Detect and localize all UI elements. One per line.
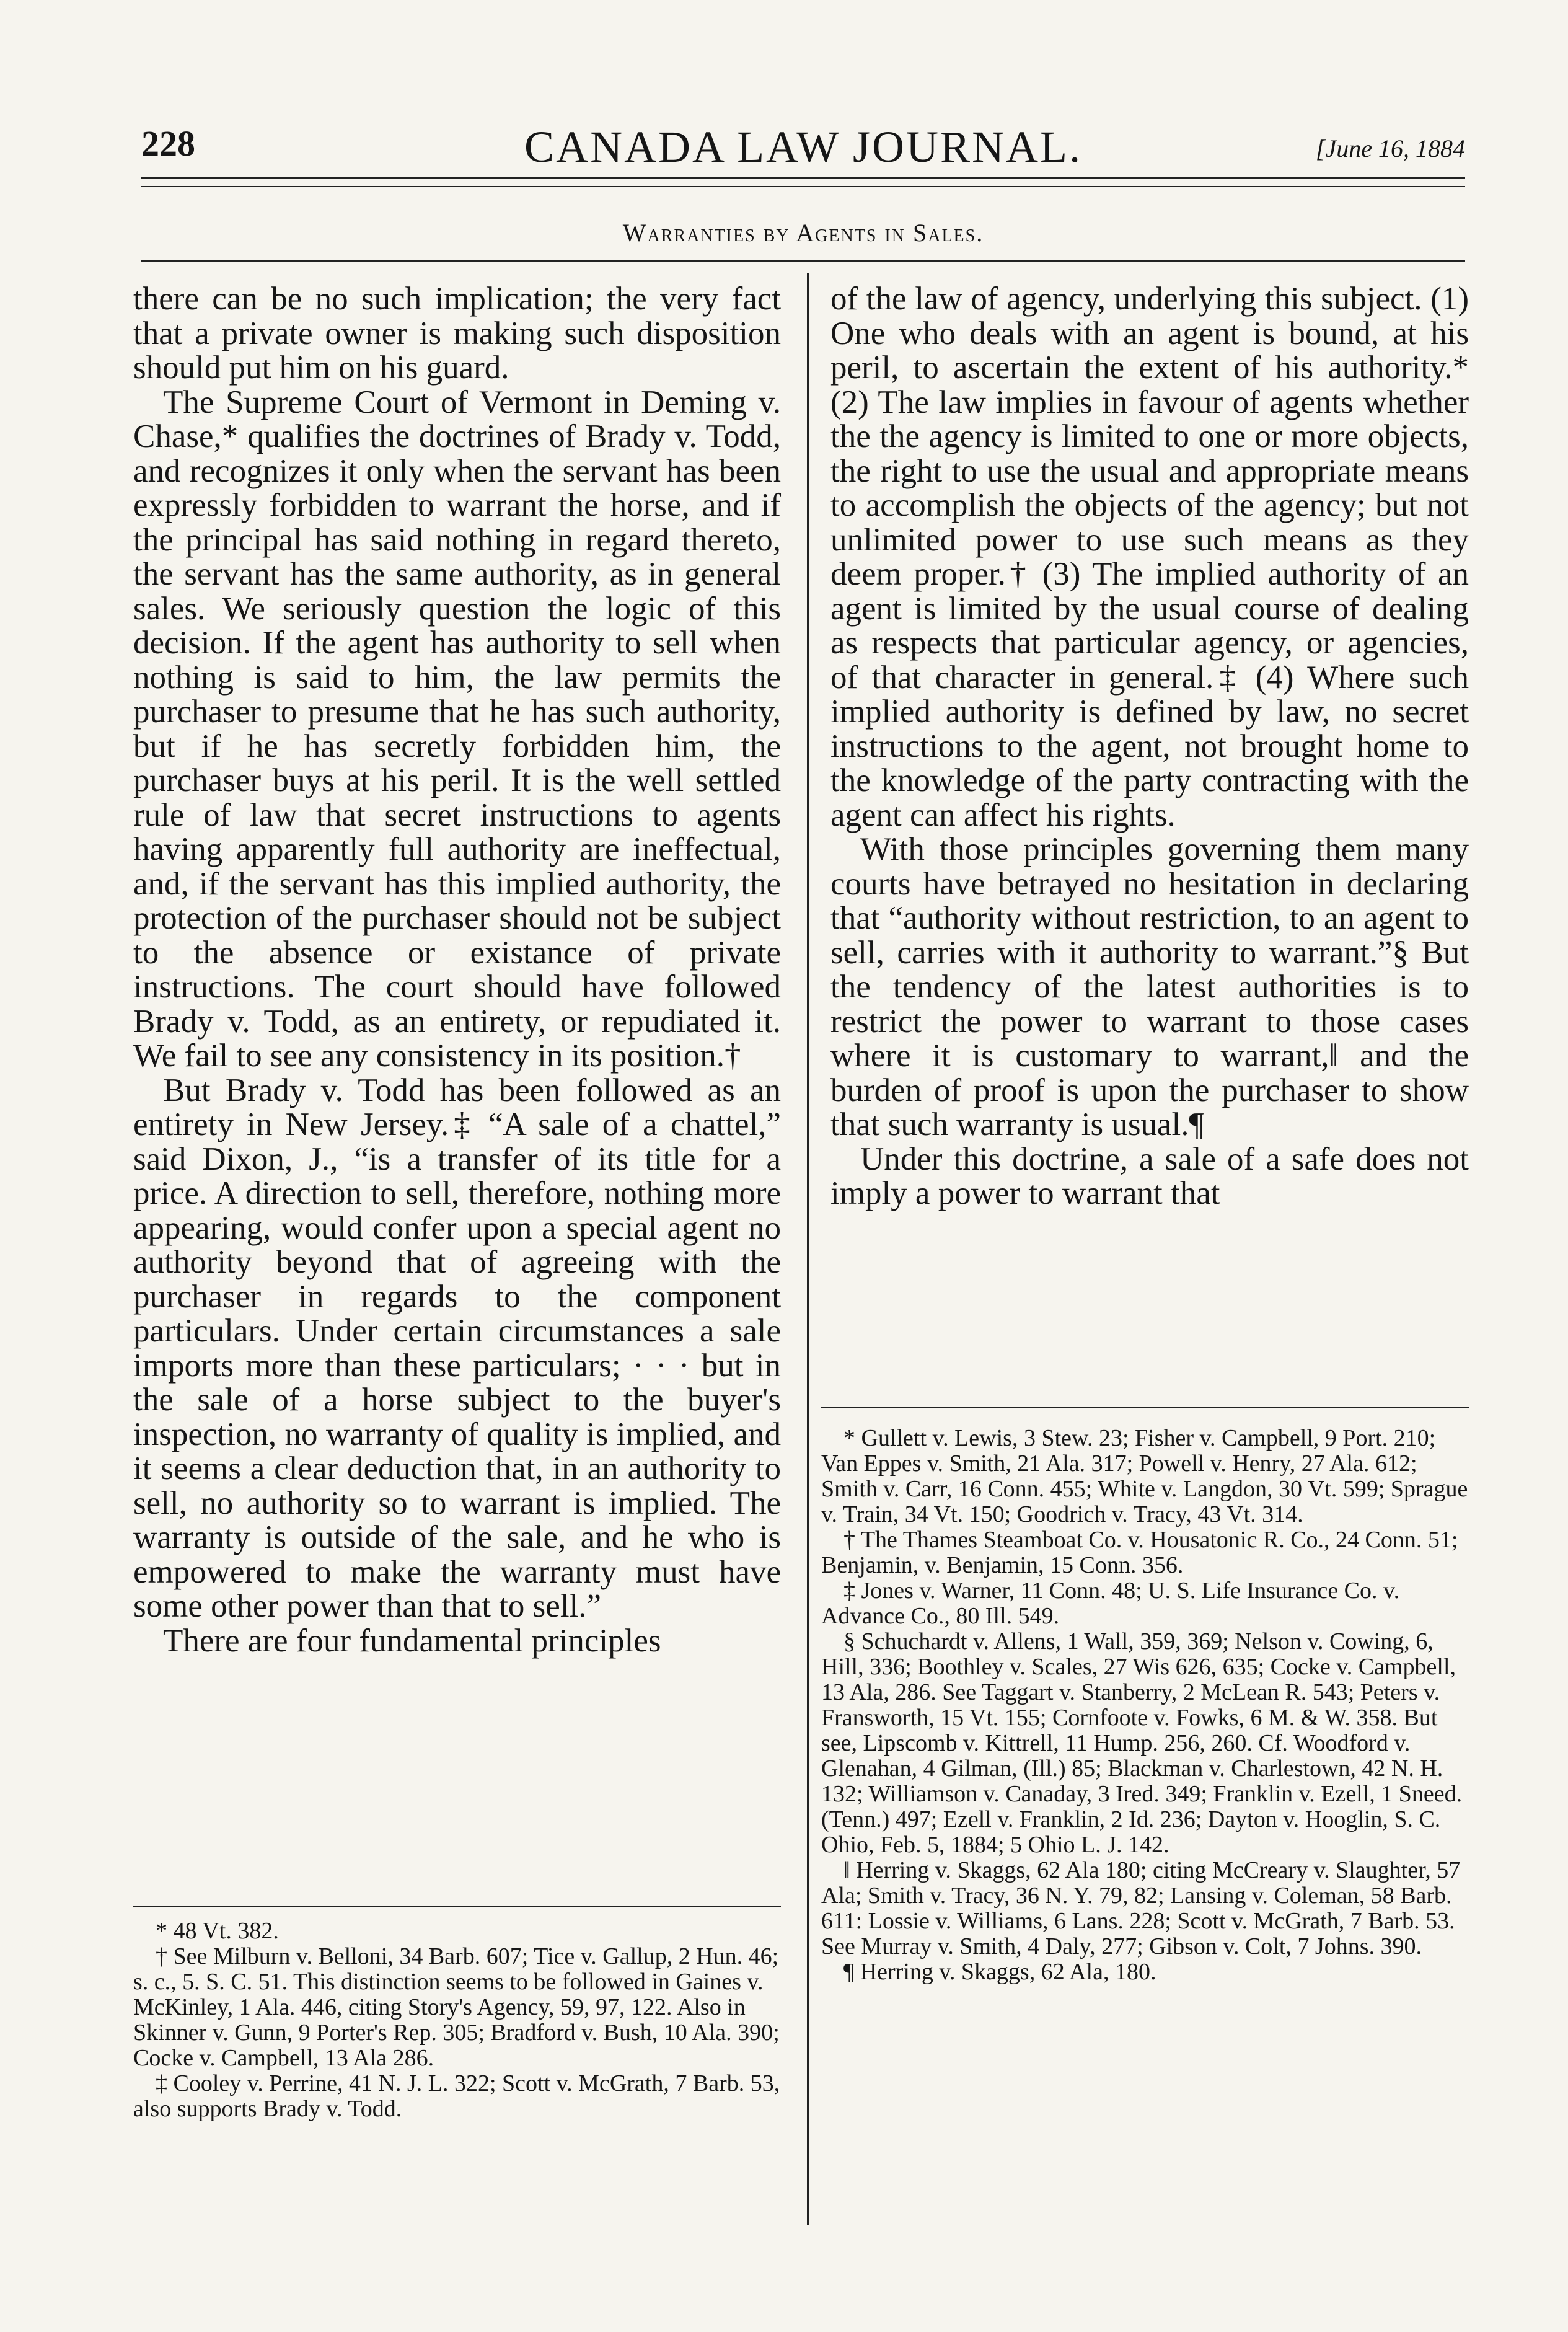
footnote: ¶ Herring v. Skaggs, 62 Ala, 180. xyxy=(843,1959,1156,1985)
left-footnote-rule xyxy=(133,1906,781,1907)
paragraph: The Supreme Court of Vermont in Deming v. Chase,* qualifies the doctrines of Brady v. Todd, and recognizes it only when the servant has been expressly forbidden to warrant the horse, and if the principal has said nothing in regard thereto, the servant has the same authority, as in general sales. We seriously question the logic of this decision. If the agent has authority to sell when nothing is said to him, the law permits the purchaser to presume that he has such authority, but if he has secretly forbidden him, the purchaser buys at his peril. It is the well settled rule of law that secret instructions to agents having apparently full authority are ineffectual, and, if the servant has this implied authority, the protection of the purchaser should not be subject to the absence or existance of private instructions. The court should have followed Brady v. Todd, as an entirety, or repudiated it. We fail to see any consistency in its position.† xyxy=(133,384,781,1074)
right-footnotes xyxy=(821,1426,1469,1985)
journal-title: CANADA LAW JOURNAL. xyxy=(524,122,1082,172)
right-footnote-rule xyxy=(821,1407,1469,1408)
footnote: ‖ Herring v. Skaggs, 62 Ala 180; citing McCreary v. Slaughter, 57 Ala; Smith v. Tracy, 36 N. Y. 79, 82; Lansing v. Coleman, 58 Barb. 611: Lossie v. Williams, 6 Lans. 228; Scott v. McGrath, 7 Barb. 53. See Murray v. Smith, 4 Daly, 277; Gibson v. Colt, 7 Johns. 390. xyxy=(821,1857,1461,1959)
right-column xyxy=(830,282,1469,1211)
footnote: ‡ Jones v. Warner, 11 Conn. 48; U. S. Life Insurance Co. v. Advance Co., 80 Ill. 549. xyxy=(821,1578,1400,1629)
left-footnotes xyxy=(133,1919,781,2122)
paragraph: Under this doctrine, a sale of a safe does not imply a power to warrant that xyxy=(830,1141,1469,1211)
footnote: * 48 Vt. 382. xyxy=(156,1918,279,1944)
footnote: ‡ Cooley v. Perrine, 41 N. J. L. 322; Scott v. McGrath, 7 Barb. 53, also supports Brady v. Todd. xyxy=(133,2070,780,2122)
column-divider xyxy=(807,273,809,2225)
issue-date: [June 16, 1884 xyxy=(1315,135,1465,162)
paragraph: There are four fundamental principles xyxy=(163,1622,661,1659)
paragraph: of the law of agency, underlying this subject. (1) One who deals with an agent is bound, at his peril, to ascertain the extent of his authority.* (2) The law implies in favour of agents whether the the agency is limited to one or more objects, the right to use the usual and appropriate means to accomplish the objects of the agency; but not unlimited power to use such means as they deem proper.† (3) The implied authority of an agent is limited by the usual course of dealing as respects that particular agency, or agencies, of that character in general.‡ (4) Where such implied authority is defined by law, no secret instructions to the agent, not brought home to the knowledge of the party contracting with the agent can affect his rights. xyxy=(830,281,1469,833)
page-number: 228 xyxy=(141,123,195,164)
title-rule xyxy=(141,260,1465,262)
footnote: * Gullett v. Lewis, 3 Stew. 23; Fisher v. Campbell, 9 Port. 210; Van Eppes v. Smith, 21 Ala. 317; Powell v. Henry, 27 Ala. 612; Smith v. Carr, 16 Conn. 455; White v. Langdon, 30 Vt. 599; Sprague v. Train, 34 Vt. 150; Goodrich v. Tracy, 43 Vt. 314. xyxy=(821,1425,1468,1527)
paragraph: there can be no such implication; the very fact that a private owner is making such disposition should put him on his guard. xyxy=(133,281,781,386)
footnote: § Schuchardt v. Allens, 1 Wall, 359, 369; Nelson v. Cowing, 6, Hill, 336; Boothley v. Scales, 27 Wis 626, 635; Cocke v. Campbell, 13 Ala, 286. See Taggart v. Stanberry, 2 McLean R. 543; Peters v. Fransworth, 15 Vt. 155; Cornfoote v. Fowks, 6 M. & W. 358. But see, Lipscomb v. Kittrell, 11 Hump. 256, 260. Cf. Woodford v. Glenahan, 4 Gilman, (Ill.) 85; Blackman v. Charlestown, 42 N. H. 132; Williamson v. Canaday, 3 Ired. 349; Franklin v. Ezell, 1 Sneed. (Tenn.) 497; Ezell v. Franklin, 2 Id. 236; Dayton v. Hooglin, S. C. Ohio, Feb. 5, 1884; 5 Ohio L. J. 142. xyxy=(821,1628,1463,1858)
footnote: † The Thames Steamboat Co. v. Housatonic R. Co., 24 Conn. 51; Benjamin, v. Benjamin, 15 Conn. 356. xyxy=(821,1527,1458,1578)
paragraph: With those principles governing them many courts have betrayed no hesitation in declaring that “authority without restriction, to an agent to sell, carries with it authority to warrant.”§ But the tendency of the latest authorities is to restrict the power to warrant to those cases where it is customary to warrant,‖ and the burden of proof is upon the purchaser to show that such warranty is usual.¶ xyxy=(830,831,1469,1142)
footnote: † See Milburn v. Belloni, 34 Barb. 607; Tice v. Gallup, 2 Hun. 46; s. c., 5. S. C. 51. This distinction seems to be followed in Gaines v. McKinley, 1 Ala. 446, citing Story's Agency, 59, 97, 122. Also in Skinner v. Gunn, 9 Porter's Rep. 305; Bradford v. Bush, 10 Ala. 390; Cocke v. Campbell, 13 Ala 286. xyxy=(133,1943,780,2071)
article-title: Warranties by Agents in Sales. xyxy=(622,219,984,247)
paragraph: But Brady v. Todd has been followed as an entirety in New Jersey.‡ “A sale of a chattel,” said Dixon, J., “is a transfer of its title for a price. A direction to sell, therefore, nothing more appearing, would confer upon a special agent no authority beyond that of agreeing with the purchaser in regards to the component particulars. Under certain circumstances a sale imports more than these particulars; · · · but in the sale of a horse subject to the buyer's inspection, no warranty of quality is implied, and it seems a clear deduction that, in an authority to sell, no authority so to warrant is implied. The warranty is outside of the sale, and he who is empowered to make the warranty must have some other power than that to sell.” xyxy=(133,1072,781,1624)
header-rule-bottom xyxy=(141,186,1465,187)
page-header xyxy=(141,115,1465,183)
header-rule-top xyxy=(141,177,1465,179)
left-column xyxy=(133,282,781,1658)
